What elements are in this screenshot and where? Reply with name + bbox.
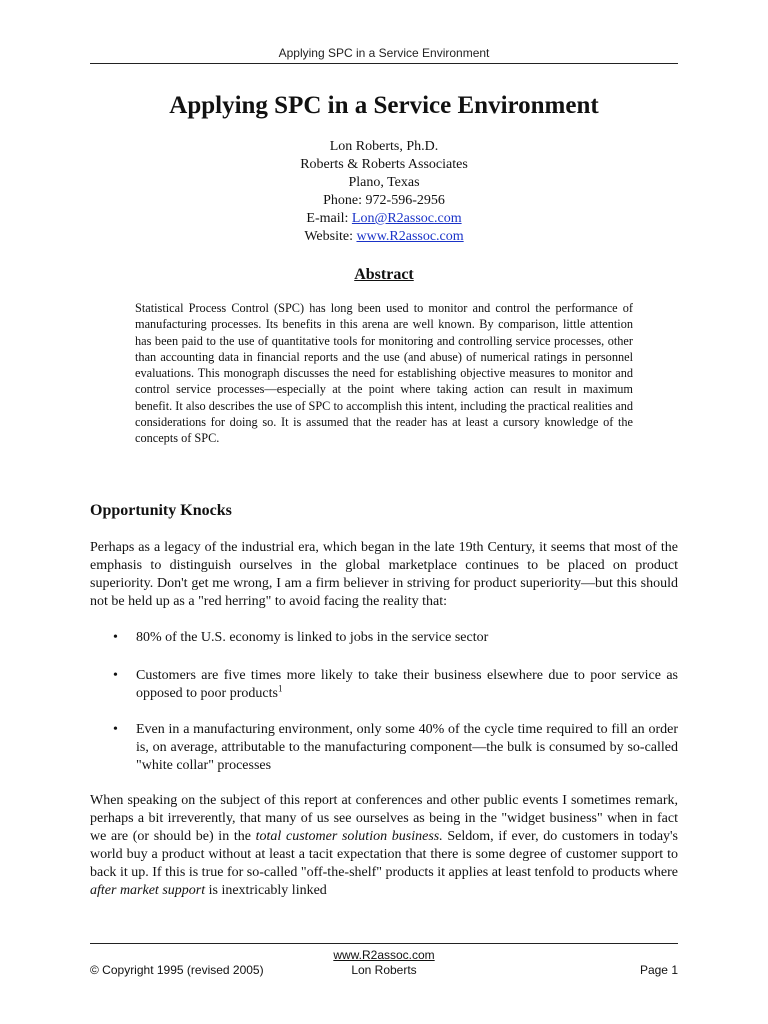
closing-text-1: When speaking on the subject of this report at conferences and other public events I sometimes remark, perhaps a bit irreverently, that many of us see ourselves as being in the "widget business" when in fact we are (or should be) in the: [90, 793, 678, 844]
author-phone: Phone: 972-596-2956: [323, 193, 445, 208]
bullet-marker: •: [113, 630, 118, 645]
section-heading: Opportunity Knocks: [90, 502, 232, 519]
email-link[interactable]: Lon@R2assoc.com: [351, 211, 462, 226]
author-website-line: [0, 228, 768, 246]
author-location: Plano, Texas: [348, 175, 420, 190]
website-link[interactable]: www.R2assoc.com: [356, 229, 464, 244]
closing-paragraph: [90, 792, 678, 900]
footer-page-number: Page 1: [639, 963, 678, 977]
list-item: [90, 721, 678, 775]
website-label: Website:: [304, 229, 357, 244]
footer-author: Lon Roberts: [351, 963, 417, 977]
closing-emphasis-1: total customer solution business.: [255, 829, 443, 844]
footnote-marker[interactable]: 1: [277, 683, 283, 694]
list-item: [90, 667, 678, 703]
footer-copyright: © Copyright 1995 (revised 2005): [90, 963, 264, 977]
bullet-list: [90, 629, 678, 775]
abstract-text: Statistical Process Control (SPC) has long been used to monitor and control the performance of manufacturing processes. Its benefits in this arena are well known. By comparison, little attention has been paid to the use of quantitative tools for monitoring and controlling service processes, other than accounting data in financial reports and the use (and abuse) of numerical ratings in personnel evaluations. This monograph discusses the need for establishing objective measures to monitor and control service processes—especially at the point where taking action can result in maximum benefit. It also describes the use of SPC to accomplish this intent, including the practical realities and considerations for doing so. It is assumed that the reader has at least a cursory knowledge of the concepts of SPC.: [135, 301, 633, 446]
bullet-marker: •: [113, 722, 118, 737]
bullet-text: Customers are five times more likely to take their business elsewhere due to poor service as opposed to poor products: [136, 668, 678, 701]
author-organization: Roberts & Roberts Associates: [300, 157, 468, 172]
document-title: Applying SPC in a Service Environment: [169, 92, 599, 119]
author-email-line: [0, 210, 768, 228]
list-item: [90, 629, 678, 647]
bullet-text: Even in a manufacturing environment, only some 40% of the cycle time required to fill an order is, on average, attributable to the manufacturing component—the bulk is consumed by so-called "white collar" processes: [136, 722, 678, 773]
abstract-heading: Abstract: [354, 266, 414, 283]
closing-text-2: Seldom, if ever, do customers in today's world buy a product without at least a tacit expectation that there is some degree of customer support to back it up. If this is true for so-called "off-the-shelf" products it applies at least tenfold to products where: [90, 829, 678, 880]
footer-url[interactable]: www.R2assoc.com: [333, 948, 435, 962]
email-label: E-mail:: [306, 211, 352, 226]
author-block: [0, 138, 768, 246]
author-name: Lon Roberts, Ph.D.: [329, 139, 439, 154]
bullet-text: 80% of the U.S. economy is linked to jobs in the service sector: [136, 630, 489, 645]
footer-divider: [90, 943, 678, 944]
closing-text-3: is inextricably linked: [205, 883, 327, 898]
running-header: Applying SPC in a Service Environment: [278, 46, 490, 60]
intro-paragraph: Perhaps as a legacy of the industrial era, which began in the late 19th Century, it seems that most of the emphasis to distinguish ourselves in the global marketplace continues to be placed on product superiority. Don't get me wrong, I am a firm believer in striving for product superiority—but this should not be held up as a "red herring" to avoid facing the reality that:: [90, 540, 678, 609]
header-divider: [90, 63, 678, 64]
closing-emphasis-2: after market support: [90, 883, 206, 898]
bullet-marker: •: [113, 668, 118, 683]
